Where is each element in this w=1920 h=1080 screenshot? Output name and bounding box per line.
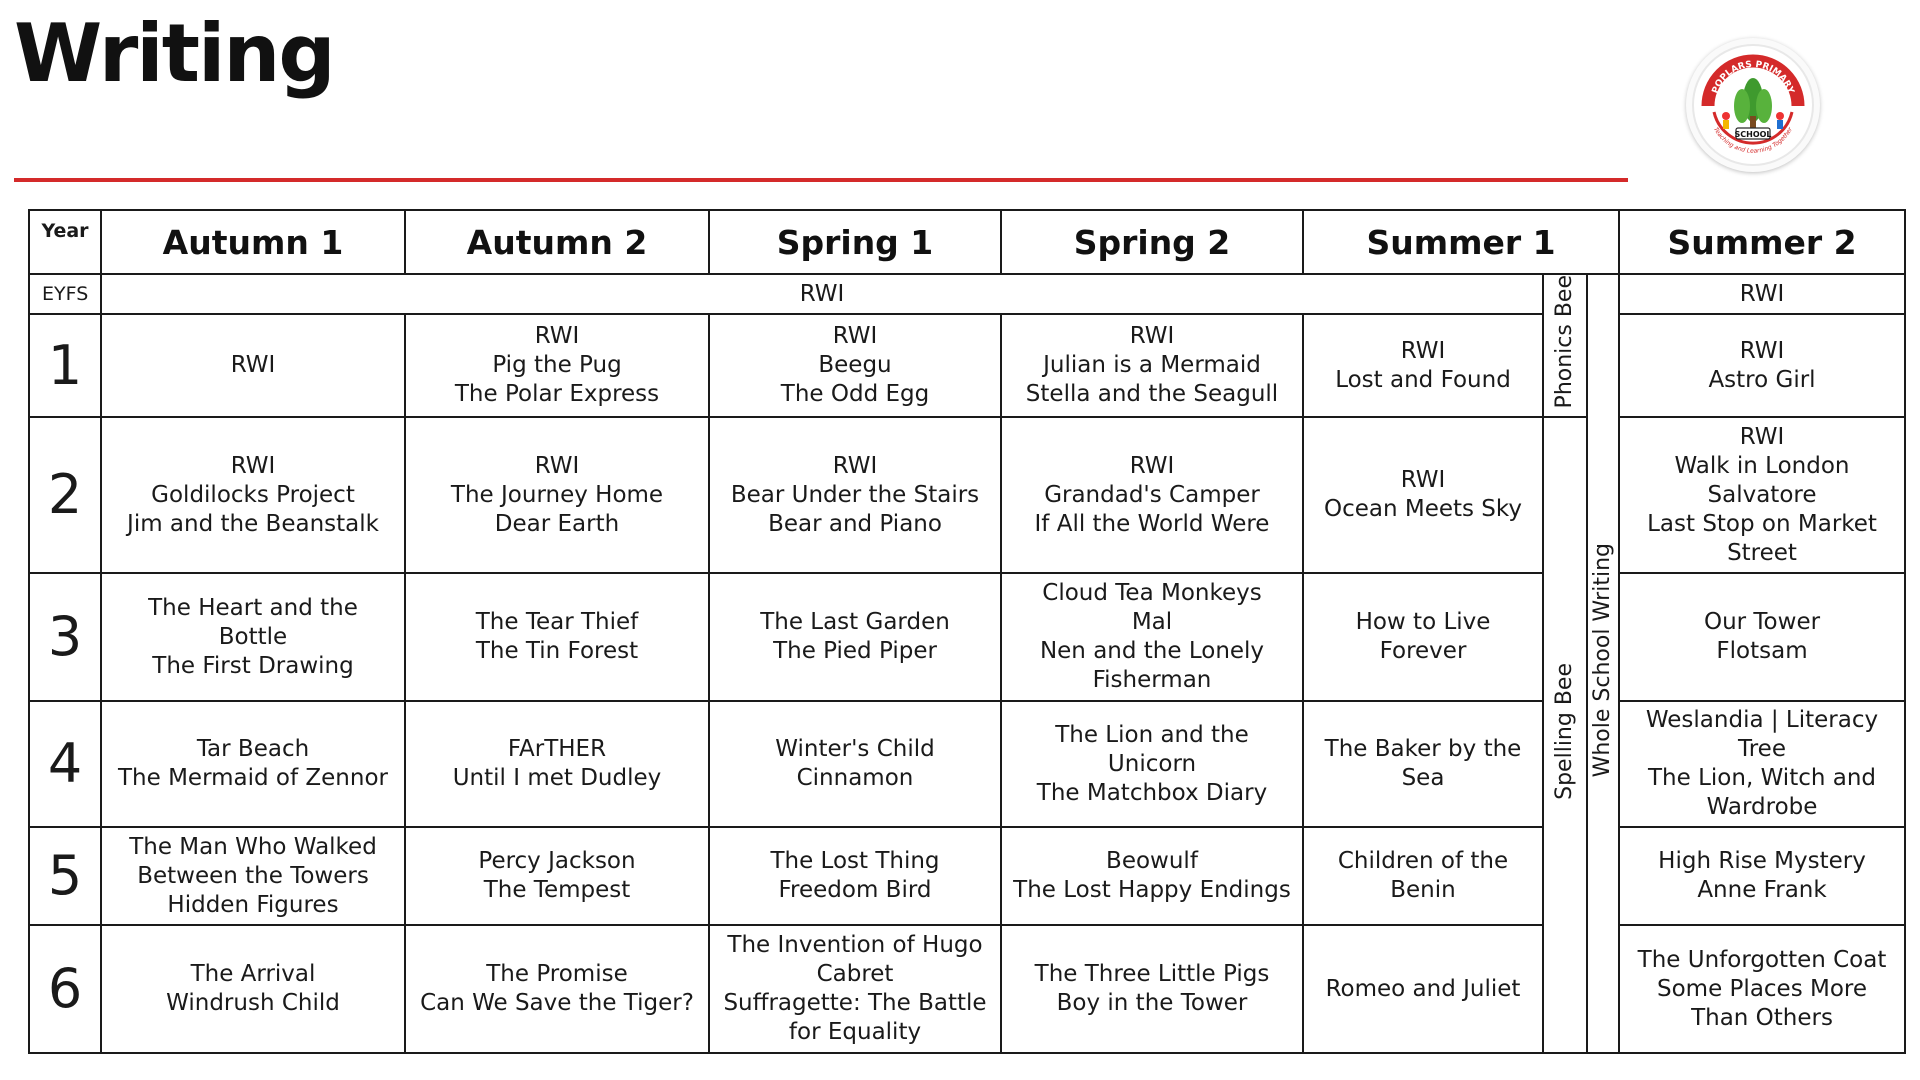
cell-text-line: The Last Garden <box>760 609 950 636</box>
cell-summer-2 <box>1619 827 1905 925</box>
table-row <box>29 573 1905 701</box>
cell-text-line: Walk in London <box>1674 452 1850 479</box>
term-header-summer-2: Summer 2 <box>1619 210 1905 274</box>
cell-autumn-2 <box>405 314 709 417</box>
eyfs-summer2-cell: RWI <box>1619 274 1905 314</box>
cell-text-line: RWI <box>1400 467 1446 494</box>
logo-top-text: POPLARS PRIMARY <box>1710 59 1796 96</box>
cell-text-line: Cinnamon <box>796 765 914 792</box>
eyfs-main-cell: RWI <box>101 274 1543 314</box>
spelling-bee-cell <box>1543 417 1587 1053</box>
cell-spring-2 <box>1001 417 1303 573</box>
cell-spring-1 <box>709 417 1001 573</box>
cell-autumn-2 <box>405 925 709 1053</box>
cell-text-line: Weslandia | Literacy <box>1645 707 1879 734</box>
cell-text-line: The Odd Egg <box>780 381 930 408</box>
cell-text-line: Windrush Child <box>166 990 340 1017</box>
table-row <box>29 417 1905 573</box>
cell-text-line: RWI <box>1129 323 1175 350</box>
cell-text-line: The Three Little Pigs <box>1034 961 1270 988</box>
cell-summer-1 <box>1303 701 1543 827</box>
spelling-bee-label: Spelling Bee <box>1552 663 1577 800</box>
cell-summer-2 <box>1619 925 1905 1053</box>
cell-text-line: RWI <box>1129 452 1175 479</box>
cell-spring-1 <box>709 827 1001 925</box>
cell-text-line: Street <box>1727 539 1797 566</box>
cell-text-line: The Lost Thing <box>770 848 940 875</box>
cell-text-line: Can We Save the Tiger? <box>420 990 694 1017</box>
cell-text-line: Goldilocks Project <box>151 481 355 508</box>
cell-text-line: The Tempest <box>483 877 631 904</box>
cell-text-line: Freedom Bird <box>778 877 932 904</box>
cell-text-line: Bear and Piano <box>768 510 942 537</box>
year-number: 1 <box>29 314 101 417</box>
cell-text-line: Grandad's Camper <box>1044 481 1260 508</box>
cell-text-line: Beegu <box>818 352 892 379</box>
cell-text-line: Lost and Found <box>1335 366 1511 393</box>
logo-middle-text: SCHOOL <box>1734 130 1772 139</box>
cell-text-line: High Rise Mystery <box>1658 848 1866 875</box>
cell-text-line: Winter's Child <box>775 736 935 763</box>
cell-text-line: RWI <box>230 352 276 379</box>
cell-text-line: The Journey Home <box>450 481 664 508</box>
cell-text-line: Tree <box>1738 736 1786 763</box>
cell-text-line: Forever <box>1379 638 1467 665</box>
title-divider <box>14 178 1628 182</box>
cell-text-line: The Mermaid of Zennor <box>117 765 388 792</box>
cell-autumn-1 <box>101 314 405 417</box>
eyfs-row <box>29 274 1905 314</box>
cell-text-line: The Invention of Hugo <box>727 932 983 959</box>
cell-text-line: Astro Girl <box>1708 366 1816 393</box>
cell-text-line: Romeo and Juliet <box>1325 975 1521 1002</box>
cell-text-line: Salvatore <box>1707 481 1817 508</box>
cell-spring-2 <box>1001 925 1303 1053</box>
cell-autumn-2 <box>405 701 709 827</box>
cell-text-line: Benin <box>1390 877 1456 904</box>
year-column-header: Year <box>29 210 101 274</box>
cell-summer-1 <box>1303 573 1543 701</box>
cell-summer-1 <box>1303 925 1543 1053</box>
cell-text-line: The Arrival <box>190 961 316 988</box>
whole-school-writing-cell <box>1587 274 1619 1053</box>
cell-text-line: Than Others <box>1691 1004 1833 1031</box>
cell-text-line: Hidden Figures <box>167 891 339 918</box>
table-header-row <box>29 210 1905 274</box>
cell-text-line: RWI <box>1739 337 1785 364</box>
cell-summer-2 <box>1619 314 1905 417</box>
cell-text-line: Percy Jackson <box>478 848 636 875</box>
cell-text-line: The Tin Forest <box>475 638 639 665</box>
cell-text-line: Tar Beach <box>196 736 310 763</box>
cell-autumn-1 <box>101 827 405 925</box>
cell-text-line: The Matchbox Diary <box>1036 779 1268 806</box>
cell-text-line: RWI <box>1739 423 1785 450</box>
cell-text-line: The Promise <box>486 961 628 988</box>
cell-text-line: Fisherman <box>1092 667 1212 694</box>
cell-autumn-2 <box>405 573 709 701</box>
cell-text-line: RWI <box>832 323 878 350</box>
cell-spring-2 <box>1001 573 1303 701</box>
cell-text-line: RWI <box>832 452 878 479</box>
cell-summer-2 <box>1619 573 1905 701</box>
cell-spring-2 <box>1001 701 1303 827</box>
cell-text-line: Cloud Tea Monkeys <box>1042 580 1262 607</box>
cell-text-line: RWI <box>1400 337 1446 364</box>
phonics-bee-cell <box>1543 274 1587 417</box>
cell-text-line: The Man Who Walked <box>129 833 377 860</box>
cell-text-line: Wardrobe <box>1706 794 1818 821</box>
cell-text-line: RWI <box>534 452 580 479</box>
whole-school-writing-label: Whole School Writing <box>1590 542 1615 777</box>
term-header-spring-1: Spring 1 <box>709 210 1001 274</box>
cell-text-line: Jim and the Beanstalk <box>127 510 379 537</box>
table-row <box>29 314 1905 417</box>
table-row <box>29 925 1905 1053</box>
cell-text-line: The Lost Happy Endings <box>1013 877 1291 904</box>
cell-text-line: The Baker by the <box>1324 736 1522 763</box>
year-number: 2 <box>29 417 101 573</box>
cell-text-line: Ocean Meets Sky <box>1323 496 1523 523</box>
cell-summer-2 <box>1619 417 1905 573</box>
cell-summer-1 <box>1303 417 1543 573</box>
cell-text-line: Beowulf <box>1106 848 1198 875</box>
cell-text-line: Stella and the Seagull <box>1025 381 1279 408</box>
year-number: 4 <box>29 701 101 827</box>
cell-text-line: Between the Towers <box>137 862 369 889</box>
cell-text-line: The First Drawing <box>152 652 354 679</box>
term-header-autumn-1: Autumn 1 <box>101 210 405 274</box>
cell-text-line: Some Places More <box>1657 975 1868 1002</box>
cell-spring-1 <box>709 314 1001 417</box>
cell-text-line: Julian is a Mermaid <box>1043 352 1261 379</box>
cell-text-line: Nen and the Lonely <box>1039 638 1265 665</box>
term-header-autumn-2: Autumn 2 <box>405 210 709 274</box>
cell-text-line: Children of the <box>1337 848 1509 875</box>
cell-text-line: Cabret <box>816 961 894 988</box>
cell-text-line: The Tear Thief <box>475 609 639 636</box>
cell-text-line: The Heart and the <box>148 594 358 621</box>
cell-text-line: How to Live <box>1355 609 1491 636</box>
phonics-bee-label: Phonics Bee <box>1552 275 1577 409</box>
cell-text-line: RWI <box>230 452 276 479</box>
writing-curriculum-table <box>28 209 1906 1054</box>
cell-text-line: Anne Frank <box>1697 877 1827 904</box>
page-title: Writing <box>14 7 334 100</box>
cell-spring-2 <box>1001 827 1303 925</box>
cell-text-line: The Polar Express <box>454 381 660 408</box>
cell-spring-1 <box>709 701 1001 827</box>
cell-summer-1 <box>1303 827 1543 925</box>
cell-autumn-1 <box>101 925 405 1053</box>
year-number: 3 <box>29 573 101 701</box>
logo-bottom-text: Teaching and Learning Together <box>1712 126 1794 155</box>
table-row <box>29 701 1905 827</box>
cell-text-line: for Equality <box>788 1019 922 1046</box>
cell-autumn-1 <box>101 417 405 573</box>
cell-summer-2 <box>1619 701 1905 827</box>
cell-text-line: Pig the Pug <box>492 352 622 379</box>
year-number: 5 <box>29 827 101 925</box>
cell-text-line: The Unforgotten Coat <box>1637 946 1887 973</box>
cell-text-line: The Lion, Witch and <box>1648 765 1877 792</box>
cell-text-line: The Lion and the <box>1055 721 1249 748</box>
school-logo <box>1686 38 1820 172</box>
term-header-summer-1: Summer 1 <box>1303 210 1619 274</box>
cell-text-line: Last Stop on Market <box>1647 510 1877 537</box>
cell-text-line: Until I met Dudley <box>452 765 662 792</box>
cell-text-line: Bottle <box>218 623 288 650</box>
eyfs-label: EYFS <box>29 274 101 314</box>
cell-autumn-1 <box>101 573 405 701</box>
cell-text-line: Sea <box>1401 765 1445 792</box>
cell-summer-1 <box>1303 314 1543 417</box>
cell-text-line: Mal <box>1131 609 1173 636</box>
cell-spring-1 <box>709 573 1001 701</box>
cell-spring-2 <box>1001 314 1303 417</box>
cell-text-line: Our Tower <box>1703 609 1821 636</box>
cell-autumn-1 <box>101 701 405 827</box>
cell-autumn-2 <box>405 827 709 925</box>
cell-text-line: If All the World Were <box>1034 510 1270 537</box>
cell-text-line: Suffragette: The Battle <box>723 990 987 1017</box>
cell-text-line: RWI <box>534 323 580 350</box>
cell-text-line: Dear Earth <box>494 510 620 537</box>
table-row <box>29 827 1905 925</box>
cell-text-line: FArTHER <box>507 736 607 763</box>
cell-text-line: Unicorn <box>1107 750 1197 777</box>
cell-text-line: Bear Under the Stairs <box>730 481 980 508</box>
cell-text-line: Flotsam <box>1716 638 1808 665</box>
cell-spring-1 <box>709 925 1001 1053</box>
year-number: 6 <box>29 925 101 1053</box>
cell-autumn-2 <box>405 417 709 573</box>
school-crest-icon <box>1686 38 1820 172</box>
cell-text-line: The Pied Piper <box>773 638 937 665</box>
cell-text-line: Boy in the Tower <box>1056 990 1248 1017</box>
term-header-spring-2: Spring 2 <box>1001 210 1303 274</box>
